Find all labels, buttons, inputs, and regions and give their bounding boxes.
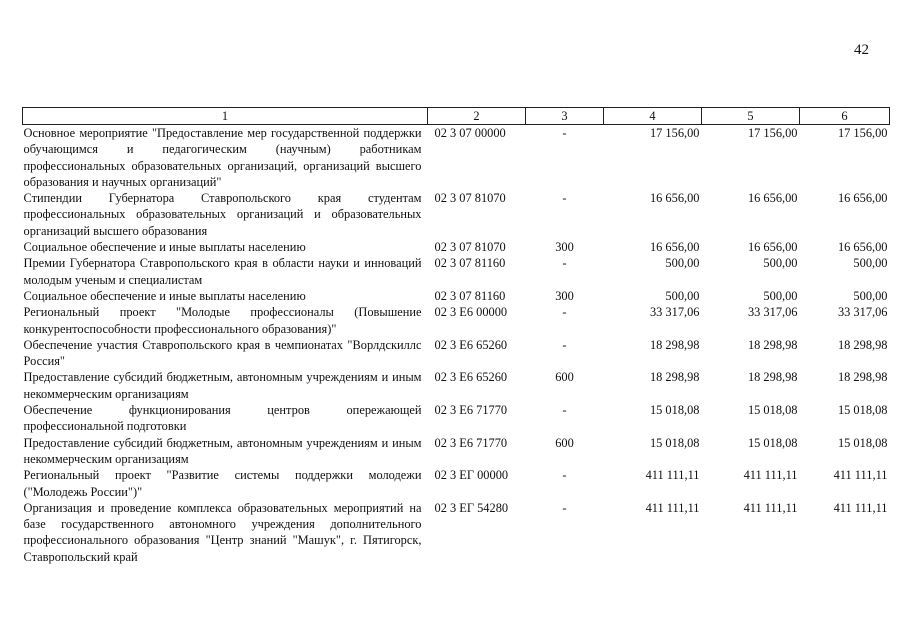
- row-amount-3: 15 018,08: [837, 435, 888, 450]
- row-amount-2: 16 656,00: [747, 240, 798, 255]
- table-row: [23, 337, 890, 370]
- row-code: 02 3 Е6 71770: [434, 403, 508, 418]
- row-amount-3: 411 111,11: [833, 468, 888, 483]
- row-expense-type: -: [562, 305, 567, 320]
- row-amount-3: 15 018,08: [837, 403, 888, 418]
- row-description: Основное мероприятие "Предоставление мер государственной поддержки обучающимся и педагогическим (научным) работникам профессиональных образовательных организаций, организаций высшего образования и научных организаций": [23, 126, 422, 189]
- row-description: Социальное обеспечение и иные выплаты населению: [23, 288, 306, 303]
- row-amount-2: 33 317,06: [747, 305, 798, 320]
- table-row: [23, 288, 890, 304]
- row-amount-1: 15 018,08: [649, 403, 700, 418]
- row-code: 02 3 Е6 65260: [434, 370, 508, 385]
- row-amount-2: 15 018,08: [747, 403, 798, 418]
- row-expense-type: -: [562, 126, 567, 140]
- table-row: [23, 239, 890, 255]
- table-row: [23, 435, 890, 468]
- row-amount-3: 16 656,00: [837, 240, 888, 255]
- row-amount-1: 18 298,98: [649, 337, 700, 352]
- table-row: [23, 190, 890, 239]
- row-code: 02 3 Е6 65260: [434, 337, 508, 352]
- row-amount-3: 17 156,00: [837, 126, 888, 140]
- row-amount-1: 500,00: [665, 288, 700, 303]
- row-description: Обеспечение функционирования центров опережающей профессиональной подготовки: [23, 403, 422, 434]
- table-row: [23, 255, 890, 288]
- row-description: Предоставление субсидий бюджетным, автономным учреждениям и иным некоммерческим организациям: [23, 435, 422, 466]
- table-row: [23, 304, 890, 337]
- row-amount-2: 18 298,98: [747, 337, 798, 352]
- row-amount-1: 16 656,00: [649, 191, 700, 206]
- table-row: [23, 402, 890, 435]
- row-amount-3: 18 298,98: [837, 337, 888, 352]
- table-row: [23, 125, 890, 191]
- row-amount-1: 411 111,11: [645, 468, 700, 483]
- row-amount-2: 500,00: [763, 288, 798, 303]
- column-header: 3: [526, 108, 604, 125]
- row-amount-3: 33 317,06: [837, 305, 888, 320]
- table-row: [23, 369, 890, 402]
- row-description: Организация и проведение комплекса образовательных мероприятий на базе государственного автономного учреждения дополнительного профессионального образования "Центр знаний "Машук", г. Пятигорск, Ставропольский край: [23, 500, 422, 564]
- row-amount-1: 15 018,08: [649, 435, 700, 450]
- row-code: 02 3 Е6 00000: [434, 305, 508, 320]
- row-description: Социальное обеспечение и иные выплаты населению: [23, 240, 306, 255]
- row-amount-3: 500,00: [853, 256, 888, 271]
- page-number: 42: [854, 42, 869, 58]
- row-expense-type: -: [562, 468, 567, 483]
- row-amount-2: 500,00: [763, 256, 798, 271]
- row-expense-type: 300: [555, 240, 574, 255]
- row-amount-1: 16 656,00: [649, 240, 700, 255]
- row-amount-1: 500,00: [665, 256, 700, 271]
- row-amount-2: 18 298,98: [747, 370, 798, 385]
- budget-table: [22, 107, 890, 565]
- row-amount-1: 17 156,00: [649, 126, 700, 140]
- table-row: [23, 500, 890, 565]
- row-amount-2: 411 111,11: [743, 468, 798, 483]
- row-description: Стипендии Губернатора Ставропольского края студентам профессиональных образовательных организаций и образовательных организаций высшего образования: [23, 191, 422, 238]
- row-description: Региональный проект "Развитие системы поддержки молодежи ("Молодежь России")": [23, 468, 422, 499]
- column-header: 1: [23, 108, 428, 125]
- row-code: 02 3 Е6 71770: [434, 435, 508, 450]
- row-expense-type: -: [562, 191, 567, 206]
- row-amount-2: 411 111,11: [743, 500, 798, 515]
- row-description: Региональный проект "Молодые профессионалы (Повышение конкурентоспособности профессионального образования)": [23, 305, 422, 336]
- row-code: 02 3 07 81160: [434, 288, 506, 303]
- row-amount-1: 33 317,06: [649, 305, 700, 320]
- row-code: 02 3 ЕГ 54280: [434, 500, 509, 515]
- row-amount-3: 411 111,11: [833, 500, 888, 515]
- row-amount-1: 18 298,98: [649, 370, 700, 385]
- column-header: 5: [702, 108, 800, 125]
- column-header: 4: [604, 108, 702, 125]
- row-code: 02 3 07 81070: [434, 191, 506, 206]
- column-header: 6: [800, 108, 890, 125]
- column-header: 2: [428, 108, 526, 125]
- row-amount-2: 16 656,00: [747, 191, 798, 206]
- row-expense-type: -: [562, 337, 567, 352]
- row-expense-type: 600: [555, 435, 574, 450]
- row-expense-type: -: [562, 256, 567, 271]
- row-expense-type: 600: [555, 370, 574, 385]
- row-expense-type: 300: [555, 288, 574, 303]
- row-description: Обеспечение участия Ставропольского края в чемпионатах "Ворлдскиллс Россия": [23, 337, 422, 369]
- row-amount-1: 411 111,11: [645, 500, 700, 515]
- row-amount-2: 17 156,00: [747, 126, 798, 140]
- row-expense-type: -: [562, 403, 567, 418]
- row-amount-3: 18 298,98: [837, 370, 888, 385]
- row-code: 02 3 ЕГ 00000: [434, 468, 509, 483]
- row-code: 02 3 07 81160: [434, 256, 506, 271]
- row-code: 02 3 07 81070: [434, 240, 506, 255]
- row-description: Премии Губернатора Ставропольского края в области науки и инноваций молодым ученым и специалистам: [23, 256, 422, 287]
- row-amount-3: 500,00: [853, 288, 888, 303]
- row-code: 02 3 07 00000: [434, 126, 506, 140]
- table-header-row: [23, 108, 890, 125]
- table-row: [23, 467, 890, 500]
- row-description: Предоставление субсидий бюджетным, автономным учреждениям и иным некоммерческим организациям: [23, 370, 422, 401]
- row-expense-type: -: [562, 500, 567, 515]
- row-amount-3: 16 656,00: [837, 191, 888, 206]
- row-amount-2: 15 018,08: [747, 435, 798, 450]
